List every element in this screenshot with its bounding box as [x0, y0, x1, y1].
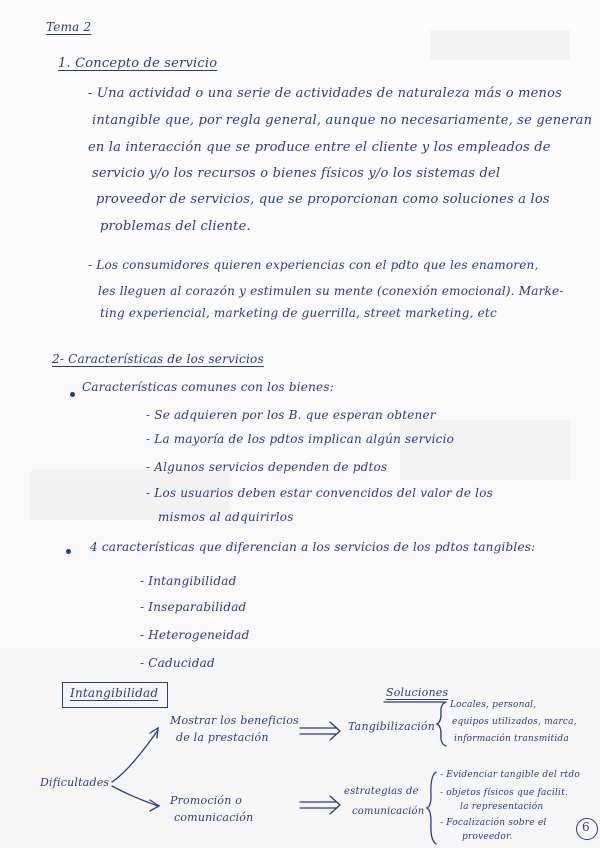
communication-item: proveedor. [462, 832, 513, 842]
para1-line: problemas del cliente. [100, 219, 251, 234]
double-arrow [300, 722, 340, 740]
common-feature-item: mismos al adquirirlos [158, 510, 294, 524]
para1-line: - Una actividad o una serie de actividades de naturaleza más o menos [88, 86, 563, 101]
tangibilization-item: Locales, personal, [450, 700, 537, 710]
double-arrow [300, 796, 340, 814]
para2-line: - Los consumidores quieren experiencias con el pdto que les enamoren, [88, 258, 539, 272]
para1-line: proveedor de servicios, que se proporcionan como soluciones a los [96, 192, 550, 207]
para2-line: les lleguen al corazón y estimulen su mente (conexión emocional). Marke- [98, 284, 564, 298]
branch-arrow-up [112, 730, 158, 782]
section2-title: 2- Características de los servicios [52, 352, 264, 366]
communication-item: - objetos físicos que facilit. [440, 788, 568, 798]
communication-strategies-line2: comunicación [352, 806, 425, 817]
brace [427, 772, 436, 844]
branch-arrow-down [112, 786, 158, 806]
common-feature-item: - Algunos servicios dependen de pdtos [146, 460, 388, 474]
para2-line: ting experiencial, marketing de guerrilla, street marketing, etc [100, 306, 497, 320]
page-heading: Tema 2 [46, 20, 92, 34]
difference-item: - Caducidad [140, 656, 215, 670]
common-features-heading: Características comunes con los bienes: [82, 380, 334, 394]
difference-item: - Intangibilidad [140, 574, 237, 588]
difference-item: - Heterogeneidad [140, 628, 250, 642]
intangibility-title: Intangibilidad [70, 686, 159, 700]
branch-arrowhead [150, 800, 159, 811]
page-number: 6 [582, 820, 590, 834]
branch2-line1: Promoción o [170, 794, 243, 807]
branch1-line2: de la prestación [176, 731, 269, 744]
brace [437, 702, 446, 746]
communication-strategies-line1: estrategias de [344, 786, 419, 797]
common-feature-item: - Los usuarios deben estar convencidos del valor de los [146, 486, 493, 500]
tangibilization-label: Tangibilización [348, 720, 436, 733]
communication-item: la representación [460, 802, 544, 812]
solutions-header: Soluciones [386, 686, 449, 699]
para1-line: servicio y/o los recursos o bienes físicos y/o los sistemas del [92, 166, 501, 181]
tangibilization-item: información transmitida [454, 734, 569, 744]
difficulties-root: Dificultades [40, 776, 110, 789]
tangibilization-item: equipos utilizados, marca, [452, 717, 577, 727]
difference-features-heading: 4 características que diferencian a los servicios de los pdtos tangibles: [90, 540, 536, 554]
common-feature-item: - Se adquieren por los B. que esperan obtener [146, 408, 436, 422]
common-feature-item: - La mayoría de los pdtos implican algún servicio [146, 432, 455, 446]
communication-item: - Focalización sobre el [440, 818, 547, 828]
para1-line: intangible que, por regla general, aunque no necesariamente, se generan [92, 113, 593, 128]
communication-item: - Evidenciar tangible del rtdo [440, 770, 580, 780]
branch1-line1: Mostrar los beneficios [170, 714, 299, 727]
section1-title: 1. Concepto de servicio [58, 56, 218, 71]
para1-line: en la interacción que se produce entre el cliente y los empleados de [88, 140, 551, 155]
difference-item: - Inseparabilidad [140, 600, 247, 614]
branch2-line2: comunicación [174, 811, 254, 824]
